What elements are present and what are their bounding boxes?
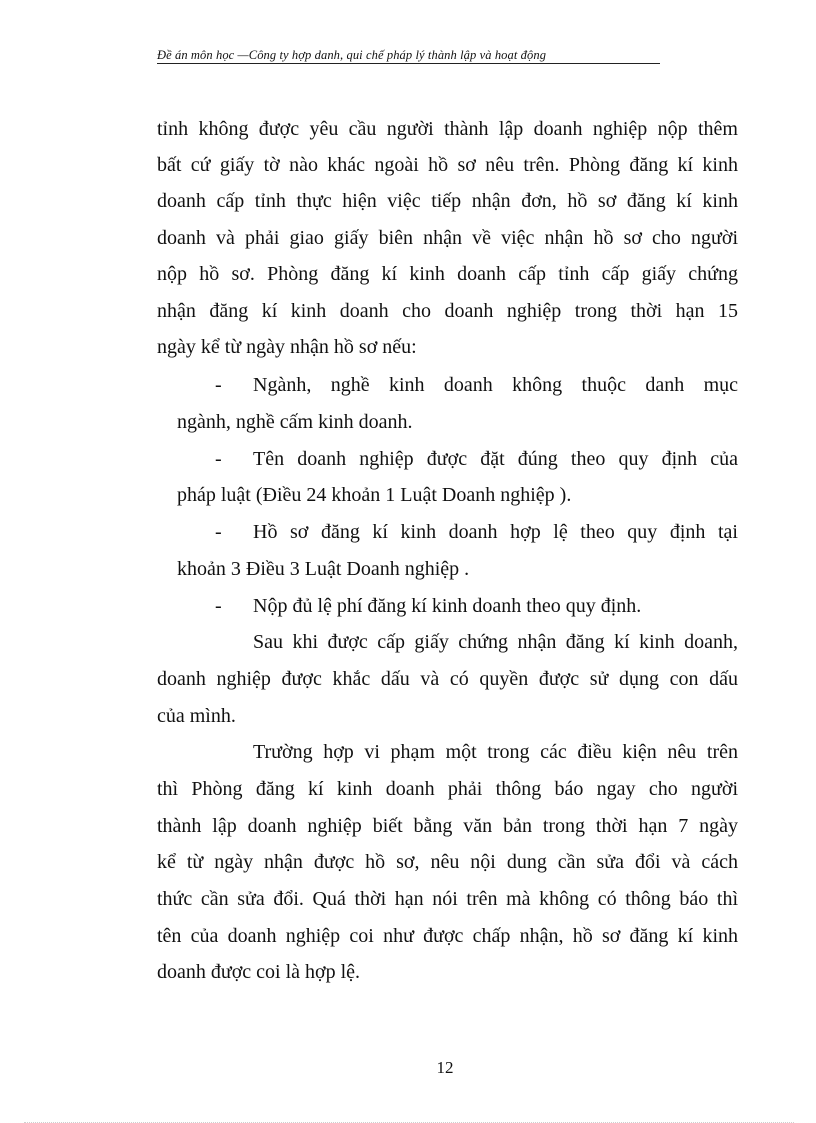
bullet-dash: - xyxy=(215,374,222,396)
page-number: 12 xyxy=(436,1058,454,1077)
bullet-dash: - xyxy=(215,595,222,617)
paragraph-2-line-3: của mình. xyxy=(157,705,236,727)
bullet-dash: - xyxy=(215,521,222,543)
header-title: Đề án môn học —Công ty hợp danh, qui chế pháp lý thành lập và hoạt động xyxy=(157,48,547,62)
paragraph-3-line-7: doanh được coi là hợp lệ. xyxy=(157,961,361,983)
bullet-1-line-1: Ngành, nghề kinh doanh không thuộc danh mục xyxy=(253,374,738,396)
paragraph-3-line-3: thành lập doanh nghiệp biết bằng văn bản trong thời hạn 7 ngày xyxy=(157,815,738,837)
bullet-2-line-2: pháp luật (Điều 24 khoản 1 Luật Doanh nghiệp ). xyxy=(177,484,572,506)
bullet-dash: - xyxy=(215,448,222,470)
paragraph-2-line-2: doanh nghiệp được khắc dấu và có quyền được sử dụng con dấu xyxy=(157,668,738,690)
bullet-3-line-2: khoản 3 Điều 3 Luật Doanh nghiệp . xyxy=(177,558,470,580)
paragraph-1-line-1: tỉnh không được yêu cầu người thành lập doanh nghiệp nộp thêm xyxy=(157,118,738,140)
paragraph-3-line-4: kể từ ngày nhận được hồ sơ, nêu nội dung cần sửa đổi và cách xyxy=(157,851,738,873)
paragraph-1-line-7: ngày kể từ ngày nhận hồ sơ nếu: xyxy=(157,336,417,358)
paragraph-3-line-6: tên của doanh nghiệp coi như được chấp nhận, hồ sơ đăng kí kinh xyxy=(157,925,738,947)
bullet-2-line-1: Tên doanh nghiệp được đặt đúng theo quy định của xyxy=(253,448,738,470)
paragraph-3-line-1: Trường hợp vi phạm một trong các điều kiện nêu trên xyxy=(253,741,738,763)
paragraph-3-line-5: thức cần sửa đổi. Quá thời hạn nói trên mà không có thông báo thì xyxy=(157,888,738,910)
header-rule xyxy=(157,63,660,64)
paragraph-3-line-2: thì Phòng đăng kí kinh doanh phải thông báo ngay cho người xyxy=(157,778,738,800)
paragraph-1-line-3: doanh cấp tỉnh thực hiện việc tiếp nhận đơn, hồ sơ đăng kí kinh xyxy=(157,190,738,212)
bullet-1-line-2: ngành, nghề cấm kinh doanh. xyxy=(177,411,413,433)
paragraph-1-line-4: doanh và phải giao giấy biên nhận về việc nhận hồ sơ cho người xyxy=(157,227,738,249)
bullet-4-line-1: Nộp đủ lệ phí đăng kí kinh doanh theo quy định. xyxy=(253,595,642,617)
paragraph-2-line-1: Sau khi được cấp giấy chứng nhận đăng kí kinh doanh, xyxy=(253,631,738,653)
paragraph-1-line-6: nhận đăng kí kinh doanh cho doanh nghiệp trong thời hạn 15 xyxy=(157,300,738,322)
paragraph-1-line-5: nộp hồ sơ. Phòng đăng kí kinh doanh cấp tỉnh cấp giấy chứng xyxy=(157,263,738,285)
paragraph-1-line-2: bất cứ giấy tờ nào khác ngoài hồ sơ nêu trên. Phòng đăng kí kinh xyxy=(157,154,738,176)
bullet-3-line-1: Hồ sơ đăng kí kinh doanh hợp lệ theo quy định tại xyxy=(253,521,738,543)
